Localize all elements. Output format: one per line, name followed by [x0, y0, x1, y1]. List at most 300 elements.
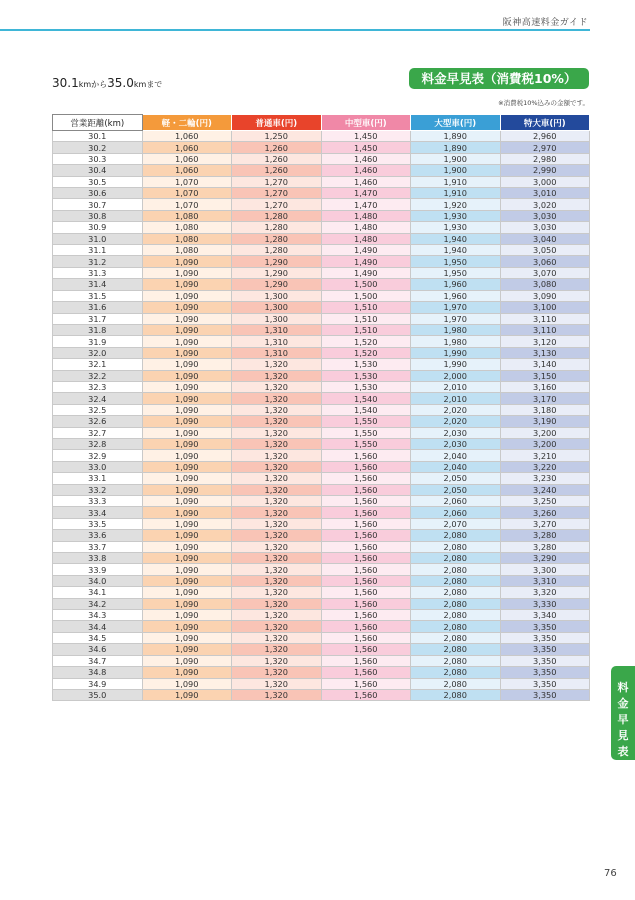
kei-nirin-cell: 1,090 — [142, 336, 232, 347]
chugata-cell: 1,560 — [321, 575, 411, 586]
ogata-cell: 1,970 — [411, 302, 501, 313]
table-row — [53, 689, 590, 700]
kei-nirin-cell: 1,090 — [142, 427, 232, 438]
table-row — [53, 324, 590, 335]
kei-nirin-cell: 1,090 — [142, 370, 232, 381]
chugata-cell: 1,500 — [321, 290, 411, 301]
tokudai-cell: 3,350 — [500, 632, 590, 643]
ogata-cell: 1,920 — [411, 199, 501, 210]
distance-cell: 33.2 — [53, 484, 143, 495]
futsu-cell: 1,250 — [232, 131, 322, 142]
futsu-cell: 1,320 — [232, 438, 322, 449]
distance-cell: 30.6 — [53, 188, 143, 199]
tokudai-cell: 3,280 — [500, 541, 590, 552]
futsu-cell: 1,270 — [232, 188, 322, 199]
futsu-cell: 1,320 — [232, 598, 322, 609]
chugata-cell: 1,560 — [321, 689, 411, 700]
kei-nirin-cell: 1,090 — [142, 381, 232, 392]
table-row — [53, 541, 590, 552]
tokudai-cell: 3,080 — [500, 279, 590, 290]
tokudai-cell: 3,000 — [500, 176, 590, 187]
chugata-cell: 1,460 — [321, 176, 411, 187]
header-futsu: 普通車(円) — [232, 115, 322, 131]
chugata-cell: 1,540 — [321, 404, 411, 415]
kei-nirin-cell: 1,090 — [142, 313, 232, 324]
kei-nirin-cell: 1,090 — [142, 404, 232, 415]
chugata-cell: 1,530 — [321, 370, 411, 381]
kei-nirin-cell: 1,090 — [142, 667, 232, 678]
ogata-cell: 2,080 — [411, 689, 501, 700]
distance-cell: 30.3 — [53, 153, 143, 164]
tokudai-cell: 3,050 — [500, 245, 590, 256]
ogata-cell: 1,950 — [411, 267, 501, 278]
ogata-cell: 2,080 — [411, 530, 501, 541]
table-row — [53, 575, 590, 586]
distance-cell: 32.5 — [53, 404, 143, 415]
range-mid: から — [91, 80, 108, 89]
distance-cell: 34.7 — [53, 655, 143, 666]
chugata-cell: 1,490 — [321, 256, 411, 267]
side-tab-char: 表 — [617, 745, 629, 758]
chugata-cell: 1,550 — [321, 438, 411, 449]
table-row — [53, 359, 590, 370]
kei-nirin-cell: 1,090 — [142, 678, 232, 689]
kei-nirin-cell: 1,090 — [142, 450, 232, 461]
tokudai-cell: 3,120 — [500, 336, 590, 347]
kei-nirin-cell: 1,090 — [142, 610, 232, 621]
futsu-cell: 1,260 — [232, 153, 322, 164]
table-row — [53, 496, 590, 507]
chugata-cell: 1,460 — [321, 165, 411, 176]
distance-cell: 32.6 — [53, 416, 143, 427]
tokudai-cell: 3,030 — [500, 222, 590, 233]
chugata-cell: 1,520 — [321, 336, 411, 347]
futsu-cell: 1,320 — [232, 553, 322, 564]
ogata-cell: 1,900 — [411, 153, 501, 164]
distance-cell: 31.8 — [53, 324, 143, 335]
distance-range-title — [52, 76, 162, 90]
distance-cell: 32.8 — [53, 438, 143, 449]
table-row — [53, 553, 590, 564]
table-row — [53, 131, 590, 142]
table-row — [53, 461, 590, 472]
guide-title: 阪神高速料金ガイド — [502, 18, 588, 28]
distance-cell: 31.4 — [53, 279, 143, 290]
chugata-cell: 1,450 — [321, 142, 411, 153]
tokudai-cell: 3,200 — [500, 438, 590, 449]
ogata-cell: 2,060 — [411, 496, 501, 507]
tokudai-cell: 3,220 — [500, 461, 590, 472]
table-row — [53, 153, 590, 164]
kei-nirin-cell: 1,060 — [142, 165, 232, 176]
tokudai-cell: 3,190 — [500, 416, 590, 427]
futsu-cell: 1,320 — [232, 473, 322, 484]
futsu-cell: 1,270 — [232, 199, 322, 210]
kei-nirin-cell: 1,090 — [142, 530, 232, 541]
distance-cell: 31.3 — [53, 267, 143, 278]
page-number: 76 — [604, 868, 617, 879]
ogata-cell: 1,990 — [411, 347, 501, 358]
chugata-cell: 1,490 — [321, 245, 411, 256]
distance-cell: 35.0 — [53, 689, 143, 700]
kei-nirin-cell: 1,090 — [142, 553, 232, 564]
tokudai-cell: 3,150 — [500, 370, 590, 381]
table-row — [53, 644, 590, 655]
futsu-cell: 1,320 — [232, 381, 322, 392]
distance-cell: 31.1 — [53, 245, 143, 256]
table-row — [53, 290, 590, 301]
table-row — [53, 165, 590, 176]
chugata-cell: 1,540 — [321, 393, 411, 404]
ogata-cell: 2,030 — [411, 427, 501, 438]
tokudai-cell: 3,210 — [500, 450, 590, 461]
range-unit-to: km — [133, 80, 147, 89]
table-row — [53, 667, 590, 678]
ogata-cell: 2,080 — [411, 598, 501, 609]
ogata-cell: 2,080 — [411, 644, 501, 655]
side-tab-char: 見 — [617, 729, 629, 742]
kei-nirin-cell: 1,090 — [142, 655, 232, 666]
tokudai-cell: 3,260 — [500, 507, 590, 518]
table-row — [53, 632, 590, 643]
kei-nirin-cell: 1,090 — [142, 290, 232, 301]
table-row — [53, 404, 590, 415]
tokudai-cell: 3,250 — [500, 496, 590, 507]
table-row — [53, 438, 590, 449]
chugata-cell: 1,510 — [321, 302, 411, 313]
ogata-cell: 1,980 — [411, 336, 501, 347]
chugata-cell: 1,560 — [321, 587, 411, 598]
futsu-cell: 1,320 — [232, 678, 322, 689]
table-row — [53, 381, 590, 392]
chugata-cell: 1,510 — [321, 313, 411, 324]
futsu-cell: 1,320 — [232, 541, 322, 552]
tokudai-cell: 3,130 — [500, 347, 590, 358]
tokudai-cell: 2,980 — [500, 153, 590, 164]
distance-cell: 33.6 — [53, 530, 143, 541]
distance-cell: 32.9 — [53, 450, 143, 461]
chugata-cell: 1,470 — [321, 188, 411, 199]
distance-cell: 33.1 — [53, 473, 143, 484]
tokudai-cell: 3,180 — [500, 404, 590, 415]
kei-nirin-cell: 1,070 — [142, 199, 232, 210]
distance-cell: 31.0 — [53, 233, 143, 244]
chugata-cell: 1,560 — [321, 632, 411, 643]
kei-nirin-cell: 1,090 — [142, 518, 232, 529]
range-from: 30.1 — [52, 76, 79, 90]
tokudai-cell: 3,240 — [500, 484, 590, 495]
ogata-cell: 2,080 — [411, 553, 501, 564]
tokudai-cell: 3,350 — [500, 644, 590, 655]
tokudai-cell: 3,100 — [500, 302, 590, 313]
futsu-cell: 1,320 — [232, 610, 322, 621]
kei-nirin-cell: 1,090 — [142, 496, 232, 507]
tokudai-cell: 3,290 — [500, 553, 590, 564]
tokudai-cell: 3,230 — [500, 473, 590, 484]
chugata-cell: 1,480 — [321, 222, 411, 233]
distance-cell: 33.7 — [53, 541, 143, 552]
tokudai-cell: 3,090 — [500, 290, 590, 301]
range-suffix: まで — [146, 80, 163, 89]
distance-cell: 32.2 — [53, 370, 143, 381]
ogata-cell: 2,000 — [411, 370, 501, 381]
futsu-cell: 1,320 — [232, 564, 322, 575]
table-row — [53, 507, 590, 518]
tokudai-cell: 3,350 — [500, 621, 590, 632]
header-distance: 営業距離(km) — [53, 115, 143, 131]
table-row — [53, 530, 590, 541]
table-row — [53, 427, 590, 438]
table-row — [53, 610, 590, 621]
tokudai-cell: 3,350 — [500, 678, 590, 689]
futsu-cell: 1,290 — [232, 279, 322, 290]
header-ogata: 大型車(円) — [411, 115, 501, 131]
distance-cell: 30.7 — [53, 199, 143, 210]
futsu-cell: 1,310 — [232, 336, 322, 347]
ogata-cell: 1,890 — [411, 131, 501, 142]
distance-cell: 31.2 — [53, 256, 143, 267]
distance-cell: 31.6 — [53, 302, 143, 313]
kei-nirin-cell: 1,080 — [142, 245, 232, 256]
chugata-cell: 1,490 — [321, 267, 411, 278]
tokudai-cell: 3,200 — [500, 427, 590, 438]
kei-nirin-cell: 1,090 — [142, 324, 232, 335]
table-row — [53, 302, 590, 313]
kei-nirin-cell: 1,090 — [142, 279, 232, 290]
chugata-cell: 1,560 — [321, 621, 411, 632]
ogata-cell: 2,080 — [411, 621, 501, 632]
tokudai-cell: 3,110 — [500, 313, 590, 324]
futsu-cell: 1,290 — [232, 256, 322, 267]
table-row — [53, 188, 590, 199]
distance-cell: 34.4 — [53, 621, 143, 632]
futsu-cell: 1,280 — [232, 233, 322, 244]
distance-cell: 34.1 — [53, 587, 143, 598]
chugata-cell: 1,560 — [321, 564, 411, 575]
table-row — [53, 233, 590, 244]
futsu-cell: 1,320 — [232, 427, 322, 438]
ogata-cell: 2,070 — [411, 518, 501, 529]
kei-nirin-cell: 1,090 — [142, 438, 232, 449]
kei-nirin-cell: 1,090 — [142, 359, 232, 370]
distance-cell: 30.9 — [53, 222, 143, 233]
tax-note: ※消費税10%込みの金額です。 — [498, 99, 589, 107]
chugata-cell: 1,520 — [321, 347, 411, 358]
fare-table-header-row — [53, 115, 590, 131]
table-row — [53, 222, 590, 233]
ogata-cell: 2,080 — [411, 575, 501, 586]
futsu-cell: 1,320 — [232, 655, 322, 666]
kei-nirin-cell: 1,090 — [142, 587, 232, 598]
futsu-cell: 1,320 — [232, 632, 322, 643]
table-row — [53, 621, 590, 632]
chugata-cell: 1,560 — [321, 507, 411, 518]
table-row — [53, 199, 590, 210]
chugata-cell: 1,480 — [321, 233, 411, 244]
distance-cell: 33.4 — [53, 507, 143, 518]
table-row — [53, 210, 590, 221]
tokudai-cell: 3,320 — [500, 587, 590, 598]
table-row — [53, 347, 590, 358]
chugata-cell: 1,560 — [321, 450, 411, 461]
distance-cell: 32.0 — [53, 347, 143, 358]
futsu-cell: 1,310 — [232, 347, 322, 358]
range-to: 35.0 — [107, 76, 134, 90]
distance-cell: 30.1 — [53, 131, 143, 142]
table-row — [53, 518, 590, 529]
kei-nirin-cell: 1,090 — [142, 347, 232, 358]
kei-nirin-cell: 1,070 — [142, 188, 232, 199]
chugata-cell: 1,560 — [321, 553, 411, 564]
futsu-cell: 1,310 — [232, 324, 322, 335]
table-row — [53, 370, 590, 381]
table-row — [53, 279, 590, 290]
ogata-cell: 2,080 — [411, 541, 501, 552]
tokudai-cell: 3,300 — [500, 564, 590, 575]
distance-cell: 32.4 — [53, 393, 143, 404]
ogata-cell: 2,050 — [411, 484, 501, 495]
ogata-cell: 2,060 — [411, 507, 501, 518]
ogata-cell: 2,040 — [411, 450, 501, 461]
futsu-cell: 1,320 — [232, 450, 322, 461]
tokudai-cell: 3,030 — [500, 210, 590, 221]
table-row — [53, 473, 590, 484]
ogata-cell: 1,930 — [411, 210, 501, 221]
chugata-cell: 1,560 — [321, 484, 411, 495]
table-row — [53, 336, 590, 347]
header-tokudai: 特大車(円) — [500, 115, 590, 131]
tokudai-cell: 3,110 — [500, 324, 590, 335]
header-kei-nirin: 軽・二輪(円) — [142, 115, 232, 131]
chugata-cell: 1,560 — [321, 678, 411, 689]
table-row — [53, 655, 590, 666]
chugata-cell: 1,460 — [321, 153, 411, 164]
kei-nirin-cell: 1,090 — [142, 644, 232, 655]
ogata-cell: 2,020 — [411, 416, 501, 427]
kei-nirin-cell: 1,060 — [142, 153, 232, 164]
chugata-cell: 1,560 — [321, 530, 411, 541]
futsu-cell: 1,320 — [232, 393, 322, 404]
kei-nirin-cell: 1,090 — [142, 256, 232, 267]
distance-cell: 34.8 — [53, 667, 143, 678]
distance-cell: 33.5 — [53, 518, 143, 529]
distance-cell: 32.3 — [53, 381, 143, 392]
table-row — [53, 678, 590, 689]
table-row — [53, 176, 590, 187]
header-chugata: 中型車(円) — [321, 115, 411, 131]
chugata-cell: 1,560 — [321, 655, 411, 666]
futsu-cell: 1,260 — [232, 165, 322, 176]
table-row — [53, 267, 590, 278]
tokudai-cell: 3,170 — [500, 393, 590, 404]
futsu-cell: 1,320 — [232, 644, 322, 655]
ogata-cell: 2,080 — [411, 610, 501, 621]
ogata-cell: 2,050 — [411, 473, 501, 484]
fare-table-body — [53, 131, 590, 701]
distance-cell: 33.3 — [53, 496, 143, 507]
distance-cell: 30.5 — [53, 176, 143, 187]
tokudai-cell: 3,350 — [500, 689, 590, 700]
table-row — [53, 245, 590, 256]
chugata-cell: 1,560 — [321, 667, 411, 678]
ogata-cell: 1,980 — [411, 324, 501, 335]
chugata-cell: 1,470 — [321, 199, 411, 210]
chugata-cell: 1,550 — [321, 416, 411, 427]
chugata-cell: 1,510 — [321, 324, 411, 335]
distance-cell: 34.3 — [53, 610, 143, 621]
ogata-cell: 1,940 — [411, 233, 501, 244]
tokudai-cell: 3,350 — [500, 655, 590, 666]
distance-cell: 30.8 — [53, 210, 143, 221]
ogata-cell: 2,080 — [411, 655, 501, 666]
futsu-cell: 1,320 — [232, 575, 322, 586]
tokudai-cell: 2,970 — [500, 142, 590, 153]
futsu-cell: 1,300 — [232, 313, 322, 324]
distance-cell: 32.7 — [53, 427, 143, 438]
futsu-cell: 1,300 — [232, 302, 322, 313]
side-tab-char: 料 — [617, 681, 629, 694]
kei-nirin-cell: 1,080 — [142, 233, 232, 244]
table-row — [53, 598, 590, 609]
tokudai-cell: 3,140 — [500, 359, 590, 370]
futsu-cell: 1,320 — [232, 359, 322, 370]
tokudai-cell: 3,060 — [500, 256, 590, 267]
chugata-cell: 1,500 — [321, 279, 411, 290]
distance-cell: 30.2 — [53, 142, 143, 153]
tokudai-cell: 3,270 — [500, 518, 590, 529]
futsu-cell: 1,320 — [232, 587, 322, 598]
ogata-cell: 2,080 — [411, 667, 501, 678]
futsu-cell: 1,320 — [232, 621, 322, 632]
kei-nirin-cell: 1,090 — [142, 575, 232, 586]
kei-nirin-cell: 1,090 — [142, 461, 232, 472]
futsu-cell: 1,320 — [232, 496, 322, 507]
fee-table-badge: 料金早見表（消費税10%） — [409, 68, 589, 89]
chugata-cell: 1,560 — [321, 461, 411, 472]
fare-table — [52, 114, 590, 701]
kei-nirin-cell: 1,090 — [142, 484, 232, 495]
tokudai-cell: 2,990 — [500, 165, 590, 176]
ogata-cell: 1,960 — [411, 290, 501, 301]
futsu-cell: 1,300 — [232, 290, 322, 301]
kei-nirin-cell: 1,090 — [142, 507, 232, 518]
futsu-cell: 1,320 — [232, 370, 322, 381]
distance-cell: 34.9 — [53, 678, 143, 689]
tokudai-cell: 3,010 — [500, 188, 590, 199]
ogata-cell: 1,940 — [411, 245, 501, 256]
ogata-cell: 2,080 — [411, 632, 501, 643]
kei-nirin-cell: 1,090 — [142, 473, 232, 484]
side-tab-char: 金 — [617, 697, 629, 710]
kei-nirin-cell: 1,090 — [142, 598, 232, 609]
ogata-cell: 2,040 — [411, 461, 501, 472]
ogata-cell: 1,960 — [411, 279, 501, 290]
futsu-cell: 1,320 — [232, 689, 322, 700]
chugata-cell: 1,550 — [321, 427, 411, 438]
ogata-cell: 1,950 — [411, 256, 501, 267]
distance-cell: 32.1 — [53, 359, 143, 370]
futsu-cell: 1,320 — [232, 404, 322, 415]
futsu-cell: 1,320 — [232, 667, 322, 678]
tokudai-cell: 3,040 — [500, 233, 590, 244]
kei-nirin-cell: 1,090 — [142, 541, 232, 552]
distance-cell: 31.7 — [53, 313, 143, 324]
tokudai-cell: 3,070 — [500, 267, 590, 278]
futsu-cell: 1,260 — [232, 142, 322, 153]
ogata-cell: 1,900 — [411, 165, 501, 176]
ogata-cell: 1,890 — [411, 142, 501, 153]
futsu-cell: 1,320 — [232, 484, 322, 495]
